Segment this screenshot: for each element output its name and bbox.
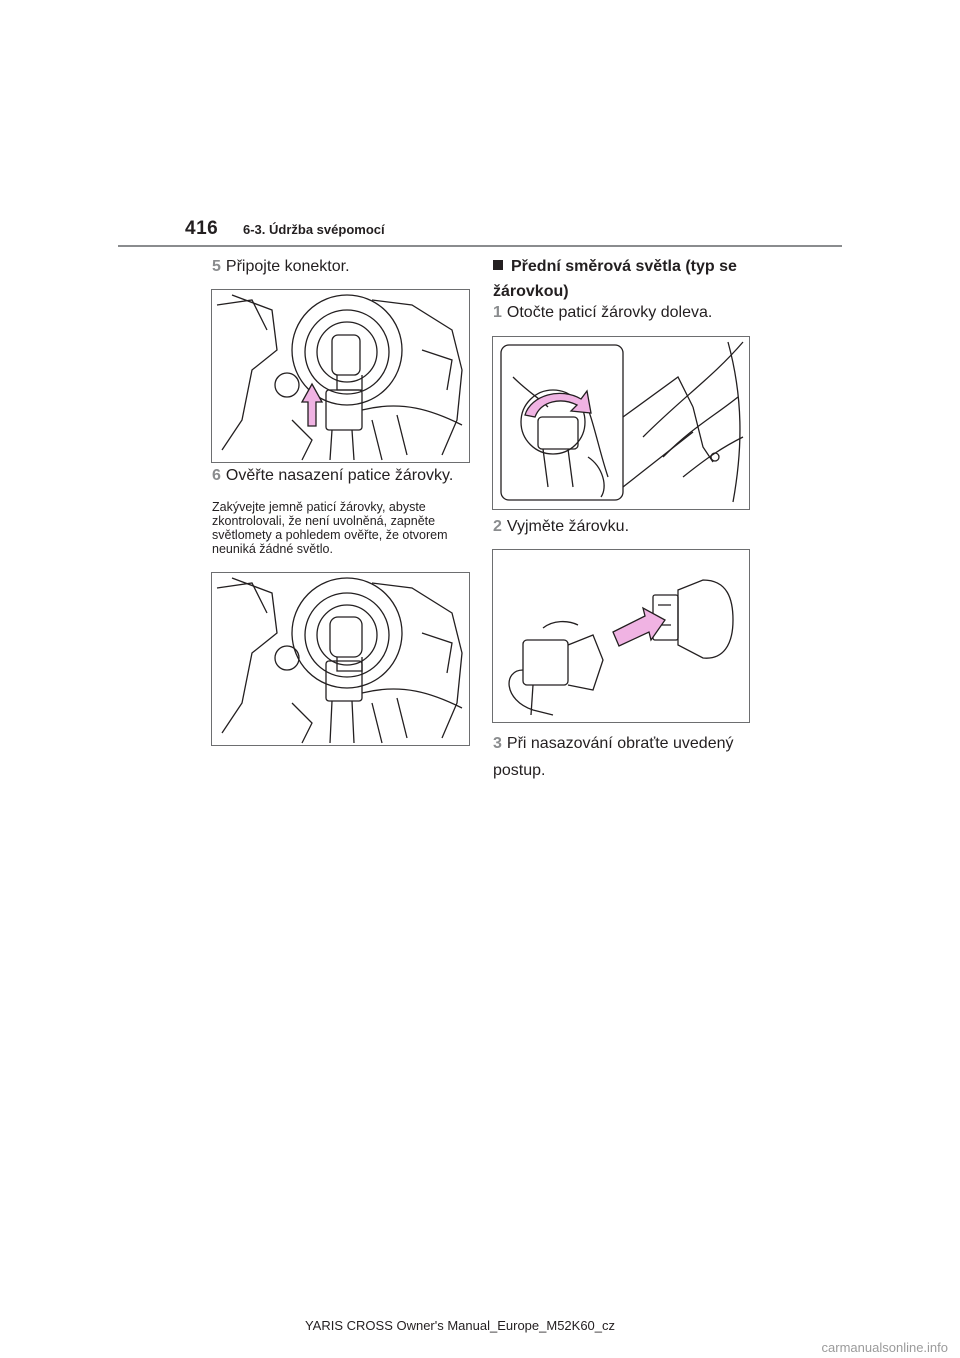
step-5-text: Připojte konektor. bbox=[225, 258, 350, 275]
step-3-number: 3 bbox=[493, 735, 502, 752]
figure-turn-bulb-base bbox=[492, 336, 750, 510]
heading-text: Přední směrová světla (typ se žárovkou) bbox=[493, 258, 737, 300]
step-3-text: Při nasazování obraťte uvedený postup. bbox=[493, 735, 734, 779]
header-rule bbox=[118, 245, 842, 247]
step-5 bbox=[212, 256, 350, 278]
step-1-text: Otočte paticí žárovky doleva. bbox=[506, 304, 713, 321]
step-6-note: Zakývejte jemně paticí žárovky, abyste zkontrolovali, že není uvolněná, zapněte světlomety a pohledem ověřte, že otvorem neuniká žádné světlo. bbox=[212, 500, 448, 556]
step-2-text: Vyjměte žárovku. bbox=[506, 518, 630, 535]
step-6-number: 6 bbox=[212, 467, 221, 484]
figure-check-bulb-base bbox=[211, 572, 470, 746]
section-title: 6-3. Údržba svépomocí bbox=[243, 222, 385, 237]
step-1-number: 1 bbox=[493, 304, 502, 321]
watermark: carmanualsonline.info bbox=[821, 1340, 948, 1355]
step-2-number: 2 bbox=[493, 518, 502, 535]
step-6 bbox=[212, 465, 453, 487]
figure-remove-bulb bbox=[492, 549, 750, 723]
figure-connect-connector bbox=[211, 289, 470, 463]
page-number: 416 bbox=[185, 218, 219, 239]
step-3 bbox=[493, 730, 758, 784]
step-1 bbox=[493, 302, 712, 324]
section-heading bbox=[493, 254, 753, 304]
step-6-text: Ověřte nasazení patice žárovky. bbox=[225, 467, 454, 484]
heading-square-icon bbox=[493, 260, 503, 270]
footer-manual-id: YARIS CROSS Owner's Manual_Europe_M52K60_cz bbox=[304, 1318, 616, 1333]
step-5-number: 5 bbox=[212, 258, 221, 275]
step-2 bbox=[493, 516, 629, 538]
